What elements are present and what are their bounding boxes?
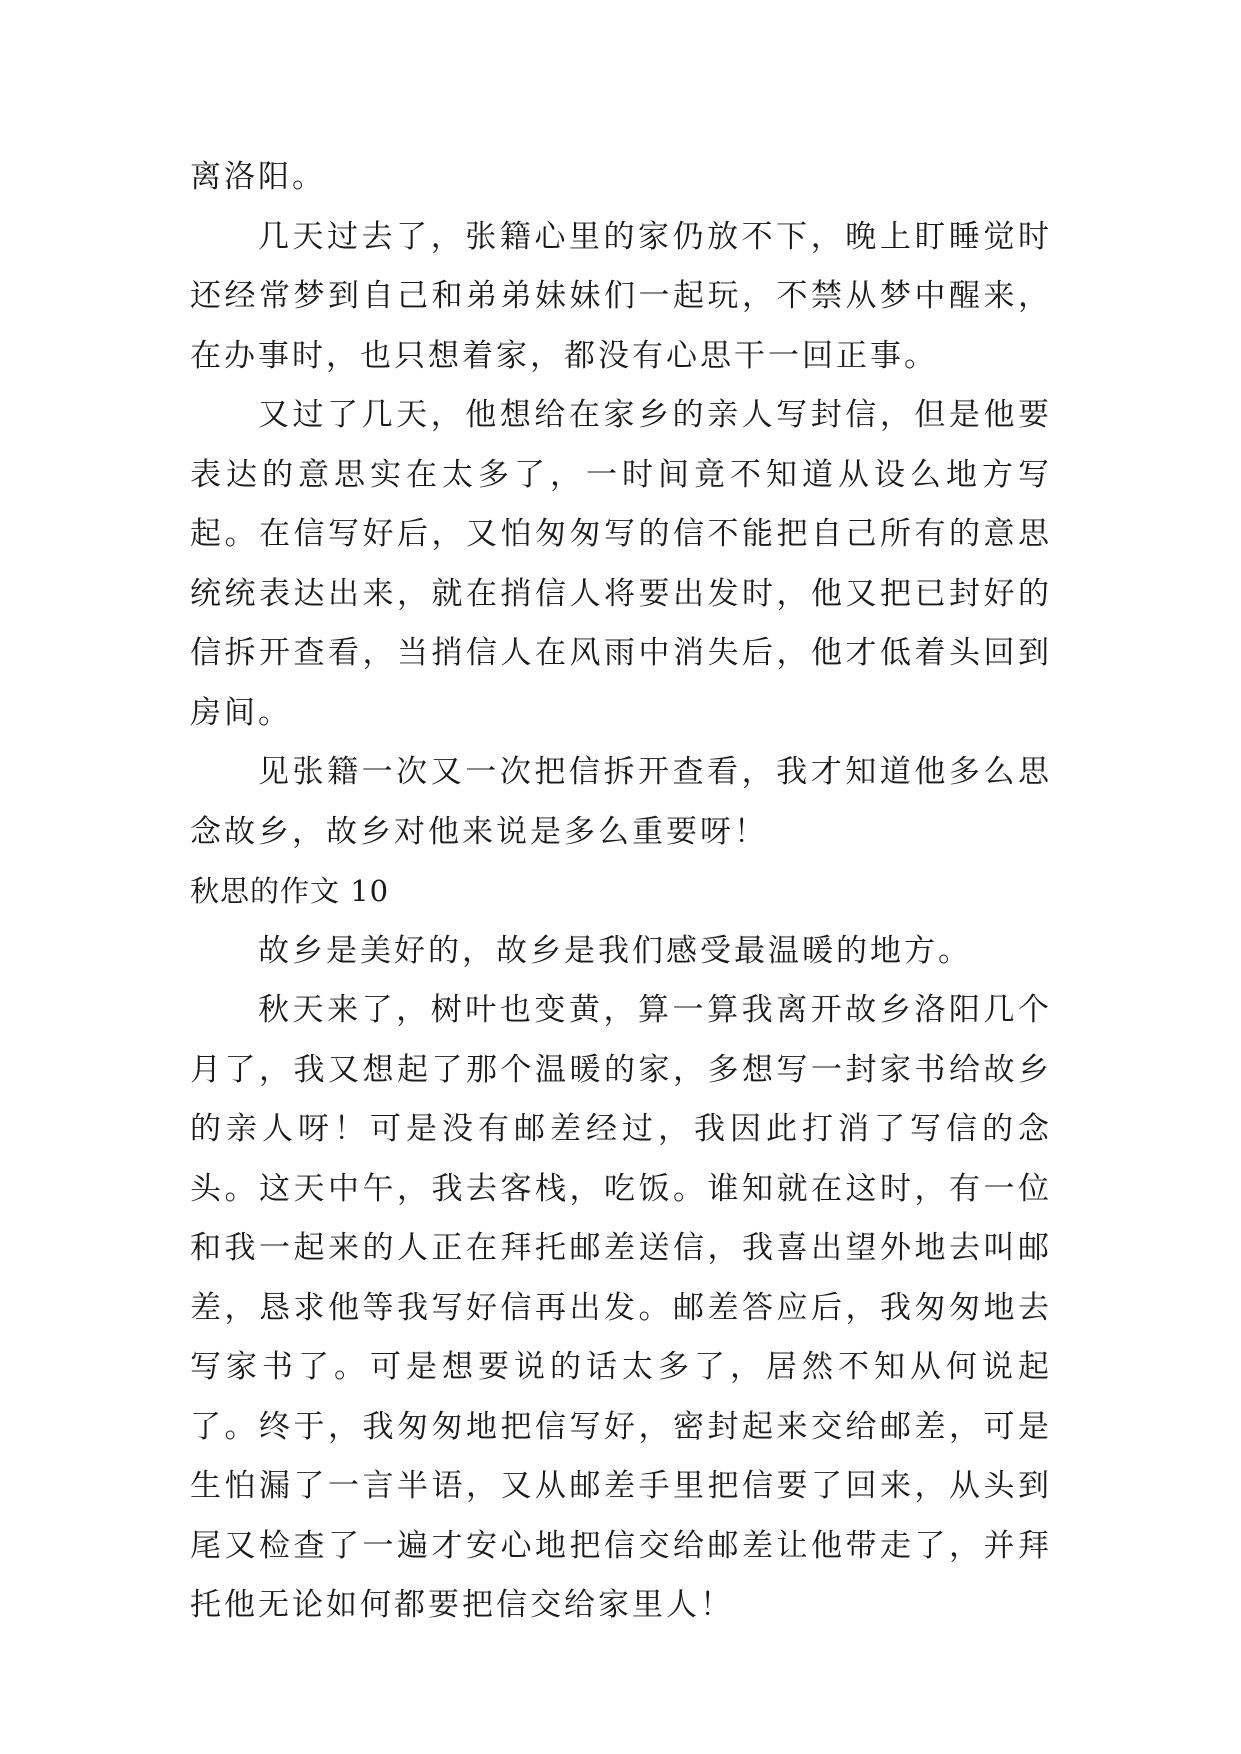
- paragraph-writing-letter: 又过了几天，他想给在家乡的亲人写封信，但是他要表达的意思实在太多了，一时间竟不知道从设么地方写起。在信写好后，又怕匆匆写的信不能把自己所有的意思统统表达出来，就在捎信人将要出发时，他又把已封好的信拆开查看，当捎信人在风雨中消失后，他才低着头回到房间。: [190, 397, 1052, 731]
- paragraph-continuation: 离洛阳。: [190, 159, 326, 195]
- paragraph-conclusion: 见张籍一次又一次把信拆开查看，我才知道他多么思念故乡，故乡对他来说是多么重要呀！: [190, 754, 1052, 850]
- paragraph-hometown-intro: 故乡是美好的，故乡是我们感受最温暖的地方。: [258, 932, 972, 969]
- paragraph-zhangji-homesick: 几天过去了，张籍心里的家仍放不下，晚上盯睡觉时还经常梦到自己和弟弟妹妹们一起玩，不禁从梦中醒来，在办事时，也只想着家，都没有心思干一回正事。: [190, 218, 1052, 374]
- paragraph-autumn-letter: 秋天来了，树叶也变黄，算一算我离开故乡洛阳几个月了，我又想起了那个温暖的家，多想写一封家书给故乡的亲人呀！可是没有邮差经过，我因此打消了写信的念头。这天中午，我去客栈，吃饭。谁知就在这时，有一位和我一起来的人正在拜托邮差送信，我喜出望外地去叫邮差，恳求他等我写好信再出发。邮差答应后，我匆匆地去写家书了。可是想要说的话太多了，居然不知从何说起了。终于，我匆匆地把信写好，密封起来交给邮差，可是生怕漏了一言半语，又从邮差手里把信要了回来，从头到尾又检查了一遍才安心地把信交给邮差让他带走了，并拜托他无论如何都要把信交给家里人！: [190, 992, 1052, 1623]
- section-heading: 秋思的作文 10: [190, 874, 390, 908]
- document-body: [190, 148, 1052, 1636]
